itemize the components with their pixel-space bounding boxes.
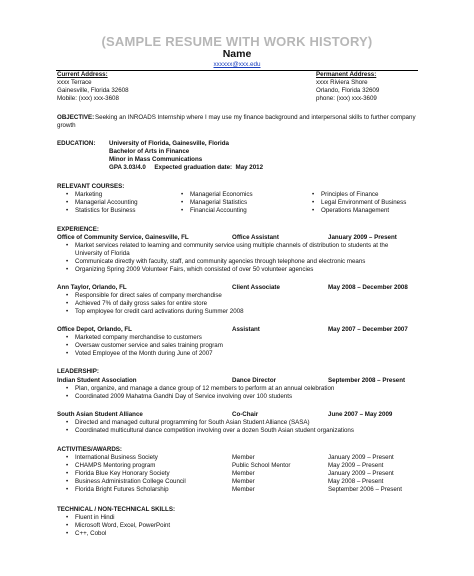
skill-item: • Microsoft Word, Excel, PowerPoint <box>75 522 170 530</box>
job-dates: May 2007 – December 2007 <box>328 326 408 333</box>
objective-label: OBJECTIVE: <box>57 114 95 121</box>
role-dates: June 2007 – May 2009 <box>328 411 393 418</box>
activity-dates: May 2009 – Present <box>328 462 384 469</box>
skills-label: TECHNICAL / NON-TECHNICAL SKILLS: <box>57 506 176 513</box>
job-title: Assistant <box>232 326 260 333</box>
course-item: • Principles of Finance <box>321 191 378 199</box>
permanent-address-line: xxxx Riviera Shore <box>316 79 368 86</box>
course-item: • Operations Management <box>321 207 389 215</box>
skill-item: • C++, Cobol <box>75 530 106 538</box>
job-bullet: • Marketed company merchandise to customers <box>75 334 202 342</box>
activity-dates: January 2009 – Present <box>328 470 394 477</box>
sample-title: (SAMPLE RESUME WITH WORK HISTORY) <box>101 34 373 49</box>
course-item: • Marketing <box>75 191 102 199</box>
course-item: • Managerial Statistics <box>190 199 247 207</box>
education-degree: Bachelor of Arts in Finance <box>109 148 190 155</box>
job-bullet: • Oversaw customer service and sales training program <box>75 342 223 350</box>
skill-item: • Fluent in Hindi <box>75 514 115 522</box>
job-bullet: • Voted Employee of the Month during June of 2007 <box>75 350 213 358</box>
job-bullet: • Responsible for direct sales of company merchandise <box>75 292 222 300</box>
job-bullet: • Market services related to learning and community service using multiple channels of distribution to students at the <box>75 242 388 250</box>
activity-role: Member <box>232 470 255 477</box>
role-bullet: • Plan, organize, and manage a dance group of 12 members to perform at an annual celebration <box>75 385 334 393</box>
job-title: Office Assistant <box>232 234 279 241</box>
job-org: Office of Community Service, Gainesville, FL <box>57 234 189 241</box>
activity-role: Member <box>232 454 255 461</box>
activity-dates: January 2009 – Present <box>328 454 394 461</box>
role-dates: September 2008 – Present <box>328 377 406 384</box>
current-address-line: xxxx Terrace <box>57 79 92 86</box>
permanent-phone: phone: (xxx) xxx-3609 <box>316 95 377 102</box>
role-bullet: • Directed and managed cultural programming for South Asian Student Alliance (SASA) <box>75 419 310 427</box>
activity-name: • Florida Blue Key Honorary Society <box>75 470 170 478</box>
role-title: Dance Director <box>232 377 277 384</box>
email-link-wrap <box>0 61 474 68</box>
course-item: • Financial Accounting <box>190 207 247 215</box>
activity-dates: September 2006 – Present <box>328 486 402 493</box>
activity-role: Member <box>232 478 255 485</box>
job-org: Ann Taylor, Orlando, FL <box>57 284 127 291</box>
role-bullet: • Coordinated 2009 Mahatma Gandhi Day of Service involving over 100 students <box>75 393 292 401</box>
activity-name: • Business Administration College Council <box>75 478 186 486</box>
role-org: Indian Student Association <box>57 377 137 384</box>
job-bullet: • Organizing Spring 2009 Volunteer Fairs, which consisted of over 50 volunteer agencies <box>75 266 313 274</box>
experience-label: EXPERIENCE: <box>57 226 99 233</box>
job-bullet: • Top employee for credit card activations during Summer 2008 <box>75 308 244 316</box>
activity-name: • CHAMPS Mentoring program <box>75 462 155 470</box>
education-minor: Minor in Mass Communications <box>109 156 203 163</box>
course-item: • Statistics for Business <box>75 207 136 215</box>
role-bullet: • Coordinated multicultural dance competition involving over a dozen South Asian student organizations <box>75 427 354 435</box>
job-title: Client Associate <box>232 284 280 291</box>
course-item: • Managerial Accounting <box>75 199 138 207</box>
job-org: Office Depot, Orlando, FL <box>57 326 132 333</box>
activity-name: • Florida Bright Futures Scholarship <box>75 486 169 494</box>
permanent-address-line: Orlando, Florida 32609 <box>316 87 380 94</box>
objective-text-cont: growth <box>57 122 76 129</box>
job-bullet-cont: University of Florida <box>75 250 130 257</box>
current-phone: Mobile: (xxx) xxx-3608 <box>57 95 119 102</box>
course-item: • Managerial Economics <box>190 191 253 199</box>
objective-text: Seeking an INROADS Internship where I may use my finance background and interpersonal skills to further company <box>95 114 416 121</box>
current-address-line: Gainesville, Florida 32608 <box>57 87 129 94</box>
activities-label: ACTIVITIES/AWARDS: <box>57 446 122 453</box>
education-school: University of Florida, Gainesville, Florida <box>109 140 230 147</box>
activity-name: • International Business Society <box>75 454 158 462</box>
current-address-label: Current Address: <box>57 71 108 78</box>
role-org: South Asian Student Alliance <box>57 411 143 418</box>
education-label: EDUCATION: <box>57 140 96 147</box>
activity-dates: May 2008 – Present <box>328 478 384 485</box>
education-gpa: GPA 3.03/4.0 Expected graduation date: May 2012 <box>109 164 264 171</box>
job-bullet: • Communicate directly with faculty, staff, and community agencies through telephone and electronic means <box>75 258 365 266</box>
permanent-address-label: Permanent Address: <box>316 71 377 78</box>
email-link[interactable]: xxxxxx@xxx.edu <box>213 61 261 68</box>
candidate-name: Name <box>222 48 252 60</box>
leadership-label: LEADERSHIP: <box>57 368 99 375</box>
activity-role: Public School Mentor <box>232 462 291 469</box>
role-title: Co-Chair <box>232 411 259 418</box>
courses-label: RELEVANT COURSES: <box>57 183 125 190</box>
job-bullet: • Achieved 7% of daily gross sales for entire store <box>75 300 207 308</box>
job-dates: January 2009 – Present <box>328 234 397 241</box>
activity-role: Member <box>232 486 255 493</box>
course-item: • Legal Environment of Business <box>321 199 406 207</box>
job-dates: May 2008 – December 2008 <box>328 284 408 291</box>
